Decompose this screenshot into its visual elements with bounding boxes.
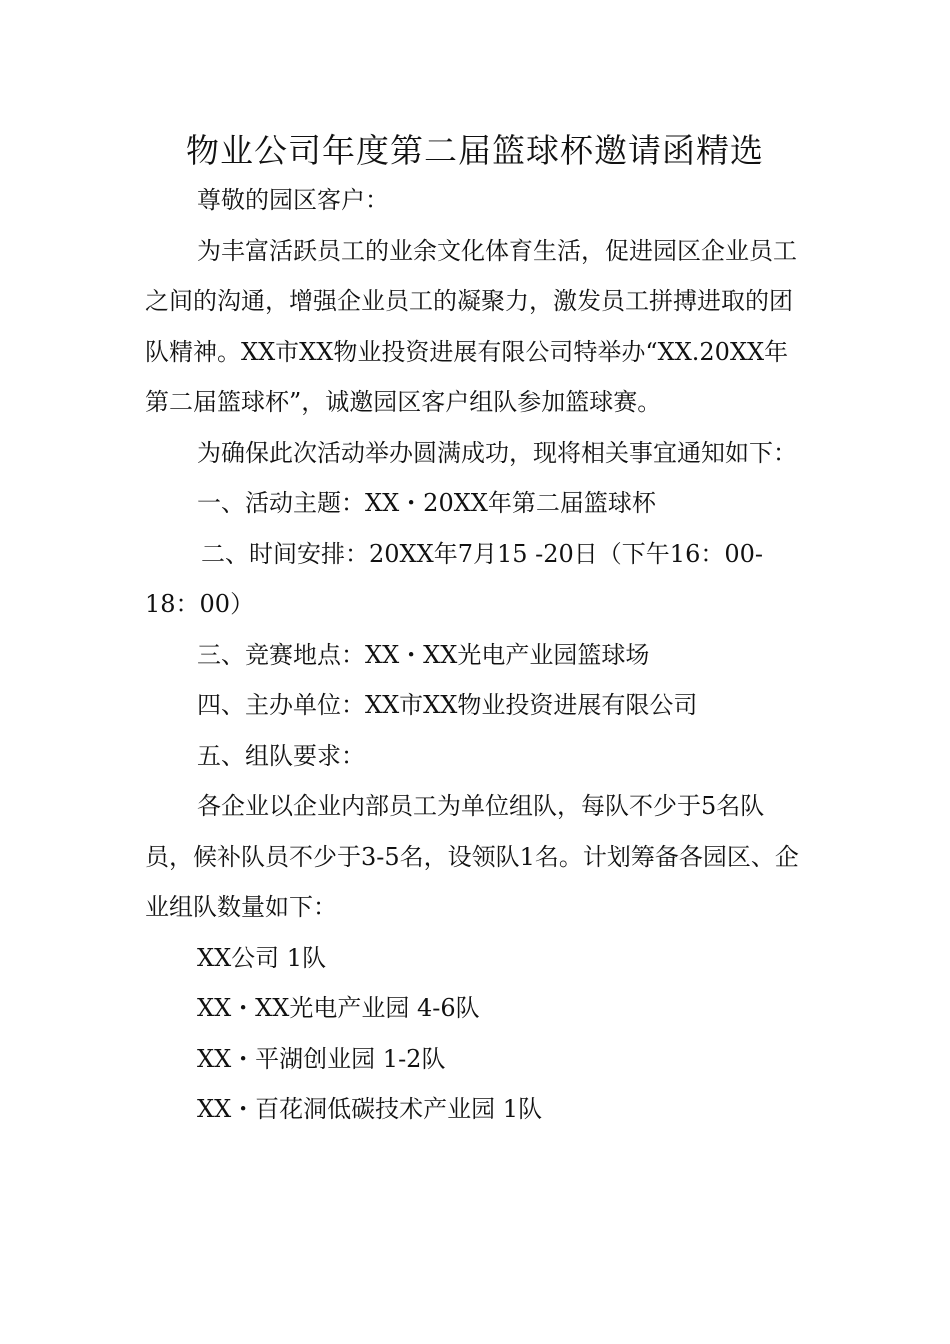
item-venue: 三、竞赛地点：XX・XX光电产业园篮球场 (197, 640, 650, 669)
paragraph-notice: 为确保此次活动举办圆满成功，现将相关事宜通知如下： (197, 438, 797, 467)
document-title: 物业公司年度第二届篮球杯邀请函精选 (186, 131, 764, 170)
salutation: 尊敬的园区客户： (197, 186, 389, 214)
item-organizer: 四、主办单位：XX市XX物业投资进展有限公司 (197, 691, 698, 719)
item-team-requirements: 五、组队要求： (197, 741, 365, 770)
item-schedule: 二、时间安排：20XX年7月15 -20日（下午16：00-18：00） (145, 539, 763, 618)
team-list-item: XX公司 1队 (197, 943, 327, 972)
paragraph-team-details: 各企业以企业内部员工为单位组队，每队不少于5名队员，候补队员不少于3-5名，设领队1名。计划筹备各园区、企业组队数量如下： (145, 792, 799, 921)
paragraph-purpose: 为丰富活跃员工的业余文化体育生活，促进园区企业员工之间的沟通，增强企业员工的凝聚力，激发员工拼搏进取的团队精神。XX市XX物业投资进展有限公司特举办“XX.20XX年第二届篮球杯”，诚邀园区客户组队参加篮球赛。 (145, 236, 797, 416)
document-body (145, 175, 810, 1135)
team-list-item: XX・XX光电产业园 4-6队 (197, 994, 480, 1022)
team-list-item: XX・百花洞低碳技术产业园 1队 (197, 1095, 543, 1123)
team-list-item: XX・平湖创业园 1-2队 (197, 1044, 446, 1073)
item-theme: 一、活动主题：XX・20XX年第二届篮球杯 (197, 489, 656, 517)
